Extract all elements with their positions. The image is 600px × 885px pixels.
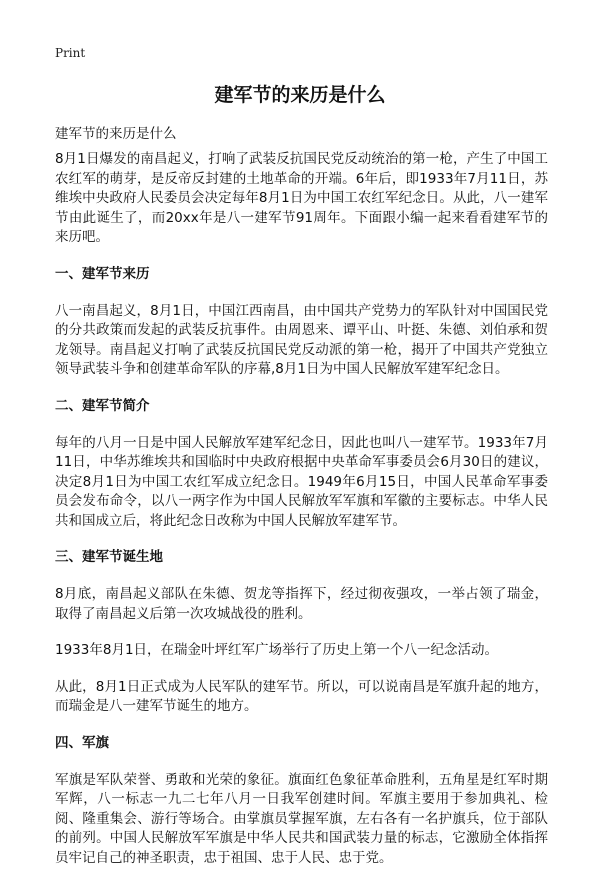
intro-paragraph: 8月1日爆发的南昌起义，打响了武装反抗国民党反动统治的第一枪，产生了中国工农红军的萌芽，是反帝反封建的土地革命的开端。6年后，即1933年7月11日，苏维埃中央政府人民委员会决定每年8月1日为中国工农红军纪念日。从此，八一建军节由此诞生了，而20xx年是八一建军节91周年。下面跟小编一起来看看建军节的来历吧。 <box>55 151 548 245</box>
section-heading-birthplace: 三、建军节诞生地 <box>55 549 163 565</box>
section-birthplace-paragraph: 8月底，南昌起义部队在朱德、贺龙等指挥下，经过彻夜强攻，一举占领了瑞金，取得了南昌起义后第一次攻城战役的胜利。 <box>55 586 548 622</box>
article-subtitle: 建军节的来历是什么 <box>55 126 177 142</box>
page-title: 建军节的来历是什么 <box>214 84 386 106</box>
article-body <box>55 150 548 885</box>
section-flag-paragraph: 军旗是军队荣誉、勇敢和光荣的象征。旗面红色象征革命胜利，五角星是红军时期军辉，八一标志一九二七年八月一日我军创建时间。军旗主要用于参加典礼、检阅、隆重集会、游行等场合。由掌旗员掌握军旗，左右各有一名护旗兵，位于部队的前列。中国人民解放军军旗是中华人民共和国武装力量的标志，它激励全体指挥员牢记自己的神圣职责，忠于祖国、忠于人民、忠于党。 <box>55 771 548 866</box>
section-birthplace-paragraph: 从此，8月1日正式成为人民军队的建军节。所以，可以说南昌是军旗升起的地方，而瑞金是八一建军节诞生的地方。 <box>55 678 548 714</box>
print-link[interactable]: Print <box>55 46 86 60</box>
section-heading-history: 一、建军节来历 <box>55 265 150 282</box>
section-birthplace-paragraph: 1933年8月1日，在瑞金叶坪红军广场举行了历史上第一个八一纪念活动。 <box>55 642 499 658</box>
section-heading-flag: 四、军旗 <box>55 734 109 751</box>
section-introduction-paragraph: 每年的八月一日是中国人民解放军建军纪念日，因此也叫八一建军节。1933年7月11日，中华苏维埃共和国临时中央政府根据中央革命军事委员会6月30日的建议，决定8月1日为中国工农红军成立纪念日。1949年6月15日，中国人民革命军事委员会发布命令，以八一两字作为中国人民解放军军旗和军徽的主要标志。中华人民共和国成立后，将此纪念日改称为中国人民解放军建军节。 <box>55 434 548 529</box>
section-history-paragraph: 八一南昌起义，8月1日，中国江西南昌，由中国共产党势力的军队针对中国国民党的分共政策而发起的武装反抗事件。由周恩来、谭平山、叶挺、朱德、刘伯承和贺龙领导。南昌起义打响了武装反抗国民党反动派的第一枪，揭开了中国共产党独立领导武装斗争和创建革命军队的序幕,8月1日为中国人民解放军建军纪念日。 <box>55 302 548 377</box>
section-heading-introduction: 二、建军节简介 <box>55 397 150 414</box>
